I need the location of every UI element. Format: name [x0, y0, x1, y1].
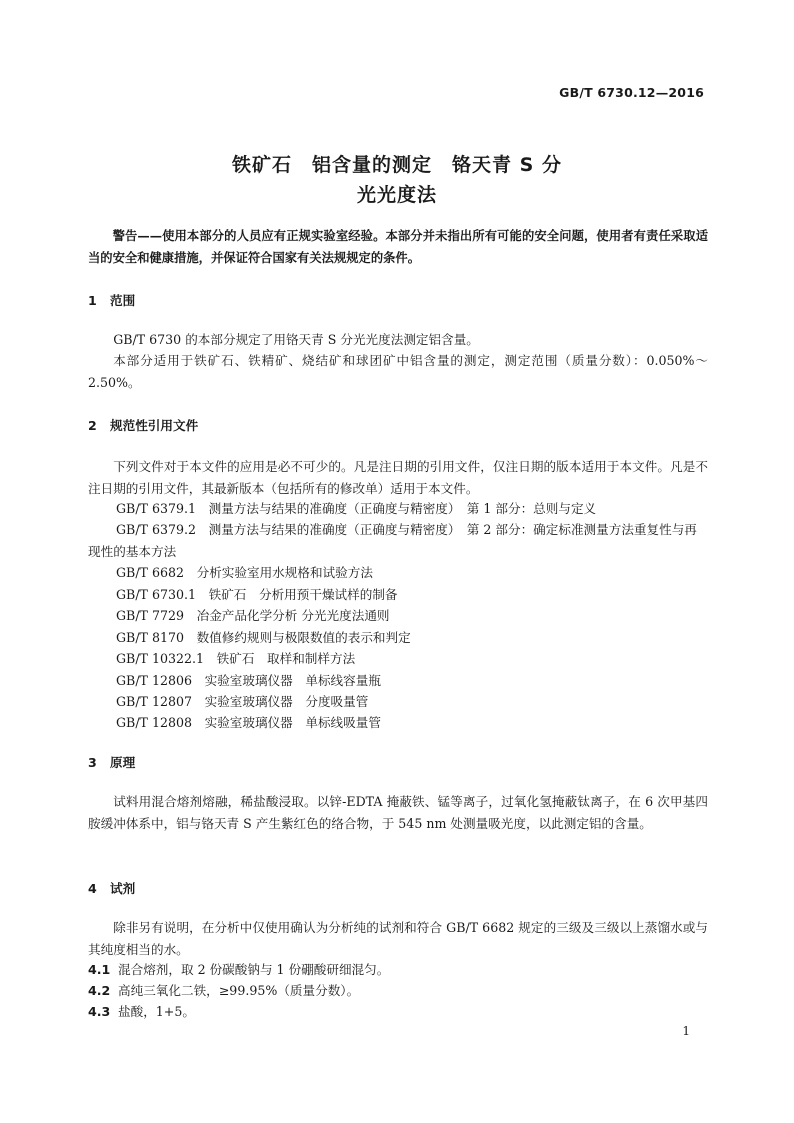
reference-item: GB/T 6682 分析实验室用水规格和试验方法 — [116, 565, 373, 580]
section-2-intro: 下列文件对于本文件的应用是必不可少的。凡是注日期的引用文件，仅注日期的版本适用于本文件。凡是不注日期的引用文件，其最新版本（包括所有的修改单）适用于本文件。 — [88, 459, 708, 496]
section-title: 范围 — [110, 293, 136, 308]
page-number: 1 — [682, 1024, 690, 1038]
reagent-text: 高纯三氧化二铁，≥99.95%（质量分数）。 — [118, 983, 360, 998]
section-number: 3 — [88, 755, 97, 770]
section-number: 1 — [88, 293, 97, 308]
reagent-number: 4.2 — [88, 983, 111, 998]
section-3-heading — [88, 752, 135, 771]
section-title: 规范性引用文件 — [110, 418, 199, 433]
reagent-item — [88, 980, 708, 1002]
reference-item: GB/T 10322.1 铁矿石 取样和制样方法 — [116, 651, 356, 666]
warning-paragraph: 警告——使用本部分的人员应有正规实验室经验。本部分并未指出所有可能的安全问题，使用者有责任采取适当的安全和健康措施，并保证符合国家有关法规规定的条件。 — [88, 229, 708, 265]
reference-item: GB/T 6730.1 铁矿石 分析用预干燥试样的制备 — [116, 587, 398, 602]
reference-item: GB/T 7729 冶金产品化学分析 分光光度法通则 — [116, 608, 390, 623]
reference-item: GB/T 6379.2 测量方法与结果的准确度（正确度与精密度） 第 2 部分：确定标准测量方法重复性与再现性的基本方法 — [88, 522, 697, 559]
reagent-item — [88, 1001, 708, 1023]
section-number: 4 — [88, 881, 97, 896]
reagent-text: 混合熔剂，取 2 份碳酸钠与 1 份硼酸研细混匀。 — [118, 962, 390, 977]
reagent-item — [88, 959, 708, 981]
reagent-number: 4.3 — [88, 1004, 111, 1019]
reference-item: GB/T 6379.1 测量方法与结果的准确度（正确度与精密度） 第 1 部分：总则与定义 — [116, 501, 597, 516]
reagent-text: 盐酸，1+5。 — [118, 1004, 195, 1019]
section-2-heading — [88, 415, 198, 434]
section-3-paragraph: 试料用混合熔剂熔融，稀盐酸浸取。以锌-EDTA 掩蔽铁、锰等离子，过氧化氢掩蔽钛离子，在 6 次甲基四胺缓冲体系中，铝与铬天青 S 产生紫红色的络合物，于 545 nm 处测量吸光度，以此测定铝的含量。 — [88, 794, 708, 831]
document-title-line1: 铁矿石 铝含量的测定 铬天青 S 分 — [232, 154, 562, 176]
reagent-number: 4.1 — [88, 962, 111, 977]
section-1-paragraph-2: 本部分适用于铁矿石、铁精矿、烧结矿和球团矿中铝含量的测定，测定范围（质量分数）：0.050%～2.50%。 — [88, 353, 708, 390]
section-title: 原理 — [110, 755, 136, 770]
reference-item: GB/T 12806 实验室玻璃仪器 单标线容量瓶 — [116, 673, 381, 688]
section-title: 试剂 — [110, 881, 136, 896]
reference-item: GB/T 12807 实验室玻璃仪器 分度吸量管 — [116, 694, 369, 709]
section-1-paragraph-1: GB/T 6730 的本部分规定了用铬天青 S 分光光度法测定铝含量。 — [113, 332, 479, 347]
section-4-paragraph: 除非另有说明，在分析中仅使用确认为分析纯的试剂和符合 GB/T 6682 规定的三级及三级以上蒸馏水或与其纯度相当的水。 — [88, 920, 708, 957]
document-title-line2: 光光度法 — [356, 184, 437, 206]
reference-item: GB/T 12808 实验室玻璃仪器 单标线吸量管 — [116, 715, 381, 730]
section-number: 2 — [88, 418, 97, 433]
section-4-heading — [88, 878, 135, 897]
section-1-heading — [88, 290, 135, 309]
standard-code: GB/T 6730.12—2016 — [559, 85, 704, 100]
reference-item: GB/T 8170 数值修约规则与极限数值的表示和判定 — [116, 630, 411, 645]
